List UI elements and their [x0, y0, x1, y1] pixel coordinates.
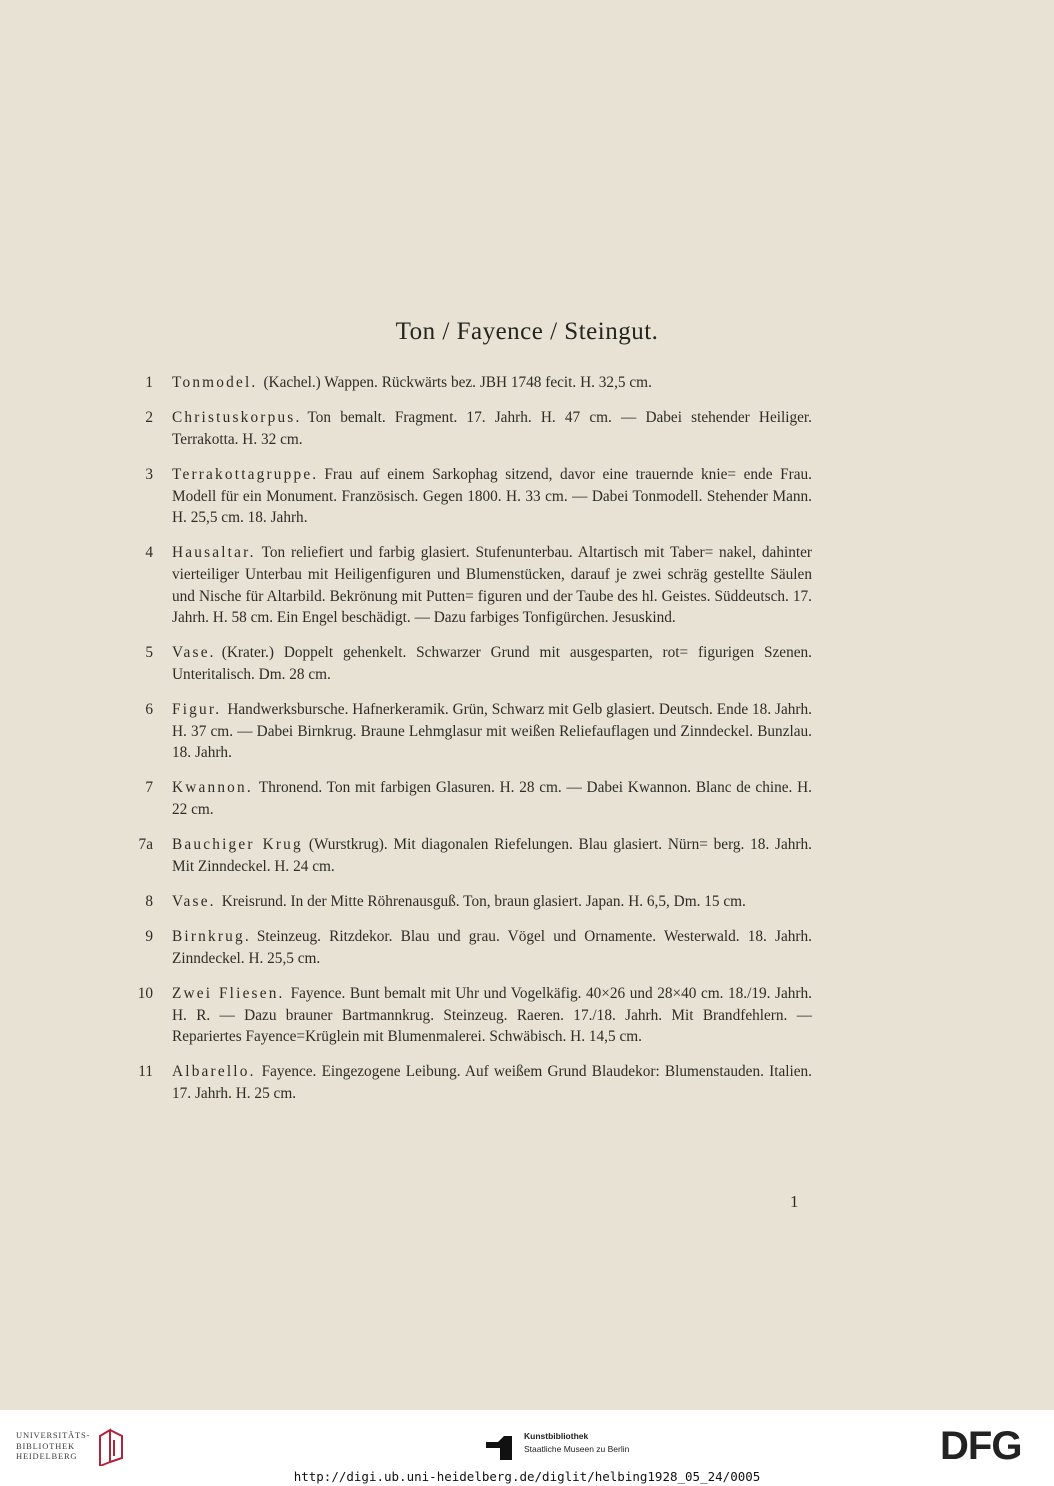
entry-number: 9 [145, 928, 153, 946]
footer-bar [0, 1410, 1054, 1486]
ub-line-2: BIBLIOTHEK [16, 1440, 75, 1451]
kb-name: Kunstbibliothek [524, 1431, 589, 1441]
entry-name: Zwei Fliesen. [172, 985, 285, 1002]
permalink-url[interactable]: http://digi.ub.uni-heidelberg.de/diglit/helbing1928_05_24/0005 [293, 1469, 761, 1484]
entry-description: Frau auf einem Sarkophag sitzend, davor eine trauernde knie= ende Frau. Modell für ein Monument. Französisch. Gegen 1800. H. 33 cm. — Dabei Tonmodell. Stehender Mann. H. 25,5 cm. 18. Jahrh. [172, 465, 812, 527]
entry-name: Vase. [172, 644, 216, 662]
entry-name: Tonmodel. [172, 374, 258, 391]
entry-description: Ton bemalt. Fragment. 17. Jahrh. H. 47 cm. — Dabei stehender Heiliger. Terrakotta. H. 32 cm. [172, 409, 812, 448]
entry-description: Fayence. Bunt bemalt mit Uhr und Vogelkäfig. 40×26 und 28×40 cm. 18./19. Jahrh. H. R. — Dazu brauner Bartmannkrug. Steinzeug. Raeren. 17./18. Jahrh. Mit Brandfehlern. — Repariertes Fayence=Krüglein mit Blumenmalerei. Schwäbisch. H. 14,5 cm. [172, 985, 812, 1046]
kunstbibliothek-label[interactable] [524, 1430, 629, 1456]
entry-number: 7a [138, 836, 153, 854]
catalog-entry [128, 926, 812, 969]
entry-name: Christuskorpus. [172, 409, 302, 427]
entry-number: 5 [145, 644, 153, 662]
entry-name: Albarello. [172, 1063, 256, 1081]
ub-heidelberg-label[interactable] [16, 1430, 90, 1462]
entry-number: 1 [145, 374, 153, 391]
entry-name: Kwannon. [172, 779, 253, 797]
entry-number: 3 [145, 465, 153, 483]
entry-name: Figur. [172, 701, 222, 719]
catalog-entry [128, 542, 812, 628]
catalog-entry [128, 777, 812, 820]
entry-name: Hausaltar. [172, 544, 256, 562]
entry-name: Terrakottagruppe. [172, 465, 319, 483]
kb-sub: Staatliche Museen zu Berlin [524, 1444, 630, 1454]
catalog-entry [128, 834, 812, 877]
entry-description: (Kachel.) Wappen. Rückwärts bez. JBH 1748 fecit. H. 32,5 cm. [263, 374, 652, 391]
entry-number: 4 [145, 544, 153, 562]
entry-description: Kreisrund. In der Mitte Röhrenausguß. Ton, braun glasiert. Japan. H. 6,5, Dm. 15 cm. [221, 893, 746, 911]
entry-name: Birnkrug. [172, 928, 251, 946]
catalog-entry-list [128, 372, 812, 1118]
entry-description: Fayence. Eingezogene Leibung. Auf weißem Grund Blaudekor: Blumenstauden. Italien. 17. Jahrh. H. 25 cm. [172, 1063, 812, 1102]
entry-number: 7 [145, 779, 153, 797]
entry-name: Bauchiger Krug [172, 836, 303, 854]
catalog-entry [128, 1061, 812, 1104]
entry-number: 10 [137, 985, 153, 1002]
entry-description: (Wurstkrug). Mit diagonalen Riefelungen. Blau glasiert. Nürn= berg. 18. Jahrh. Mit Zinndeckel. H. 24 cm. [172, 836, 812, 875]
entry-description: (Krater.) Doppelt gehenkelt. Schwarzer Grund mit ausgesparten, rot= figurigen Szenen. Unteritalisch. Dm. 28 cm. [172, 644, 812, 683]
entry-number: 8 [145, 893, 153, 911]
catalog-entry [128, 407, 812, 450]
catalog-entry [128, 464, 812, 529]
page-number: 1 [790, 1192, 799, 1211]
kunstbibliothek-logo-icon[interactable] [482, 1432, 516, 1464]
catalog-entry [128, 642, 812, 685]
entry-description: Ton reliefiert und farbig glasiert. Stufenunterbau. Altartisch mit Taber= nakel, dahinter vierteiliger Unterbau mit Heiligenfiguren und Blumenstücken, darauf je zwei schräg gestellte Säulen und Nische für Altarbild. Bekrönung mit Putten= figuren und der Taube des hl. Geistes. Süddeutsch. 17. Jahrh. H. 58 cm. Ein Engel beschädigt. — Dazu farbiges Tonfigürchen. Jesuskind. [172, 544, 812, 627]
entry-description: Handwerksbursche. Hafnerkeramik. Grün, Schwarz mit Gelb glasiert. Deutsch. Ende 18. Jahrh. H. 37 cm. — Dabei Birnkrug. Braune Lehmglasur mit weißen Reliefauflagen und Zinndeckel. Bunzlau. 18. Jahrh. [172, 701, 812, 762]
ub-line-1: UNIVERSITÄTS- [16, 1430, 91, 1440]
ub-line-3: HEIDELBERG [16, 1451, 78, 1461]
entry-description: Thronend. Ton mit farbigen Glasuren. H. 28 cm. — Dabei Kwannon. Blanc de chine. H. 22 cm. [172, 779, 812, 819]
dfg-logo[interactable]: DFG [940, 1424, 1022, 1468]
catalog-entry [128, 372, 812, 394]
entry-description: Steinzeug. Ritzdekor. Blau und grau. Vögel und Ornamente. Westerwald. 18. Jahrh. Zinndeckel. H. 25,5 cm. [172, 928, 812, 967]
catalog-entry [128, 891, 812, 913]
entry-number: 2 [145, 409, 153, 427]
entry-number: 6 [145, 701, 153, 719]
catalog-entry [128, 983, 812, 1048]
entry-name: Vase. [172, 893, 216, 911]
catalog-entry [128, 699, 812, 764]
entry-number: 11 [138, 1063, 153, 1081]
page-title: Ton / Fayence / Steingut. [395, 318, 659, 345]
ub-heidelberg-logo-icon[interactable] [96, 1428, 126, 1466]
